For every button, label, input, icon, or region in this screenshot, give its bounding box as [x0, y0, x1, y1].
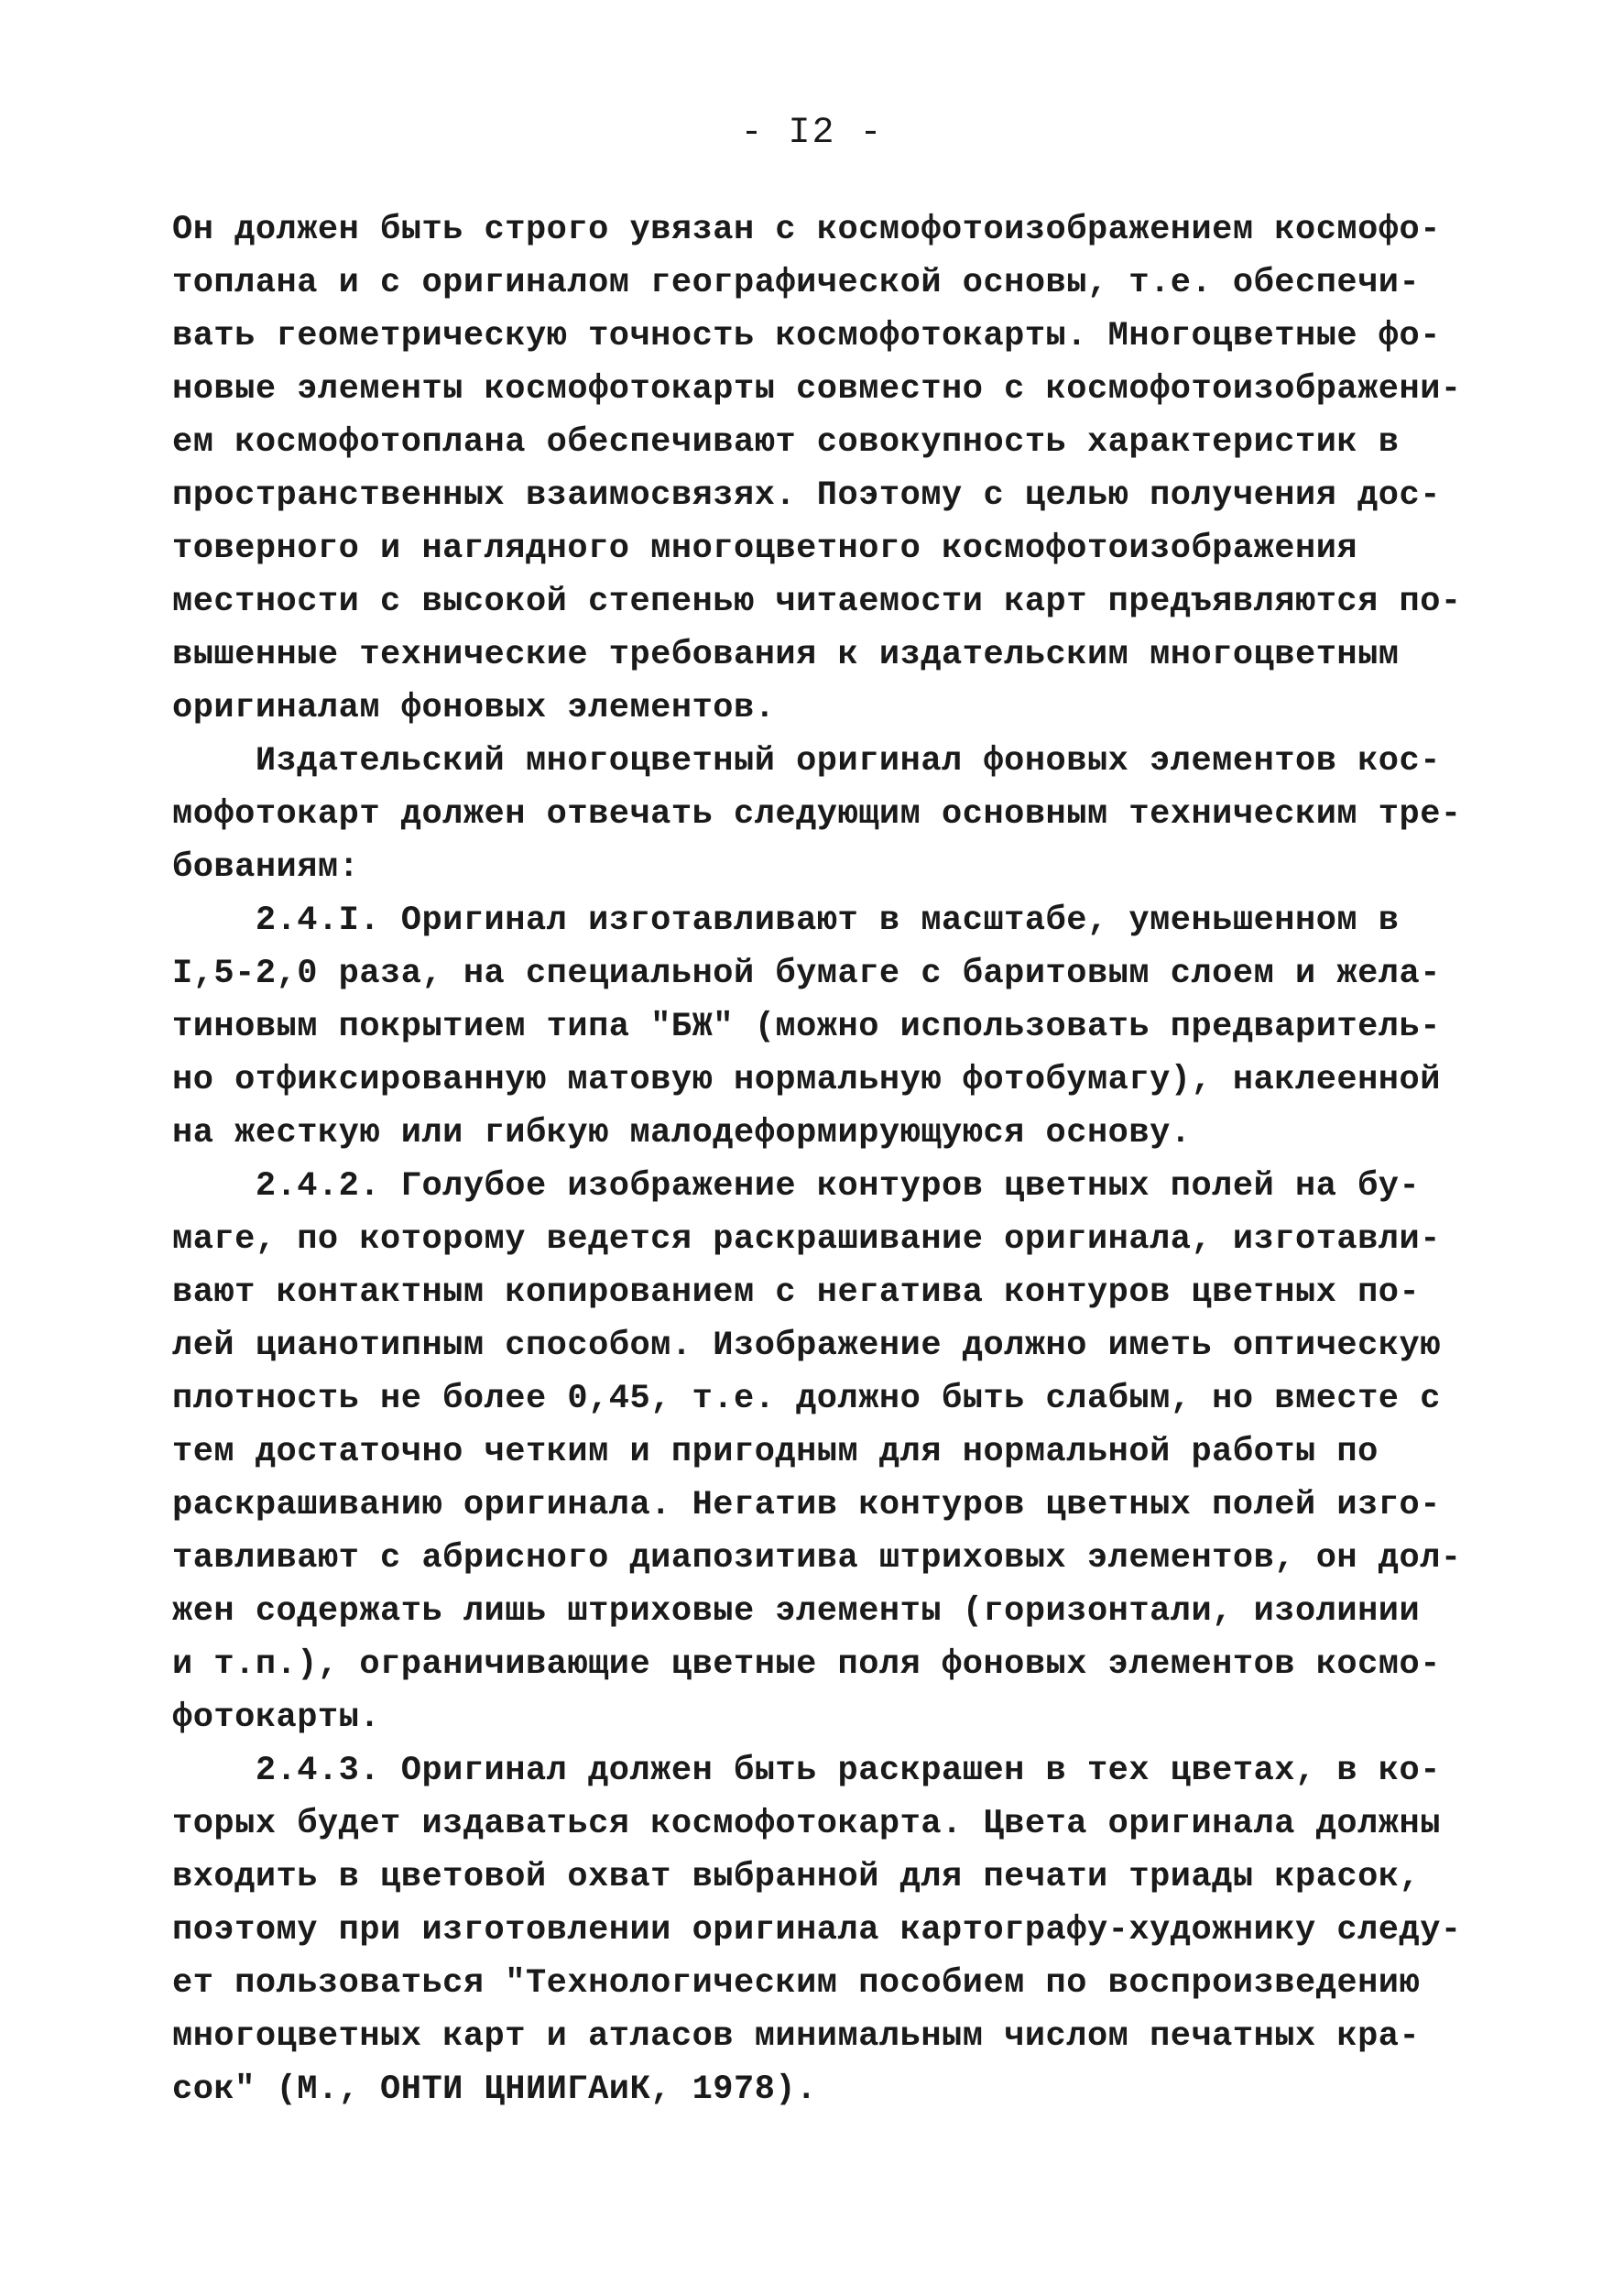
text-line: но отфиксированную матовую нормальную фотобумагу), наклеенной — [172, 1061, 1441, 1099]
text-line: многоцветных карт и атласов минимальным числом печатных кра- — [172, 2017, 1421, 2056]
text-line: оригиналам фоновых элементов. — [172, 689, 776, 727]
text-line: и т.п.), ограничивающие цветные поля фоновых элементов космо- — [172, 1645, 1441, 1684]
text-line: вают контактным копированием с негатива контуров цветных по- — [172, 1273, 1421, 1312]
text-line: тавливают с абрисного диапозитива штриховых элементов, он дол- — [172, 1539, 1462, 1578]
text-line: I,5-2,0 раза, на специальной бумаге с баритовым слоем и жела- — [172, 955, 1441, 993]
text-line: топлана и с оригиналом географической основы, т.е. обеспечи- — [172, 264, 1421, 302]
text-line: лей цианотипным способом. Изображение должно иметь оптическую — [172, 1327, 1441, 1365]
text-line: мофотокарт должен отвечать следующим основным техническим тре- — [172, 795, 1462, 834]
text-line: новые элементы космофотокарты совместно с космофотоизображени- — [172, 370, 1462, 409]
text-line: раскрашиванию оригинала. Негатив контуров цветных полей изго- — [172, 1486, 1441, 1524]
text-line: бованиям: — [172, 848, 360, 887]
text-line: сок" (М., ОНТИ ЦНИИГАиК, 1978). — [172, 2070, 817, 2109]
text-line: товерного и наглядного многоцветного космофотоизображения — [172, 530, 1358, 568]
text-line: на жесткую или гибкую малодеформирующуюся основу. — [172, 1114, 1192, 1152]
page-number: - I2 - — [740, 113, 884, 154]
text-line: тем достаточно четким и пригодным для нормальной работы по — [172, 1433, 1379, 1471]
text-line: входить в цветовой охват выбранной для печати триады красок, — [172, 1858, 1421, 1896]
paragraph — [172, 203, 1491, 2116]
text-line: маге, по которому ведется раскрашивание оригинала, изготавли- — [172, 1220, 1441, 1259]
text-line: фотокарты. — [172, 1699, 381, 1737]
text-line: 2.4.2. Голубое изображение контуров цветных полей на бу- — [172, 1167, 1421, 1206]
text-line: 2.4.3. Оригинал должен быть раскрашен в тех цветах, в ко- — [172, 1752, 1441, 1790]
text-line: местности с высокой степенью читаемости карт предъявляются по- — [172, 583, 1462, 621]
text-line: тиновым покрытием типа "БЖ" (можно использовать предваритель- — [172, 1008, 1441, 1046]
text-line: вышенные технические требования к издательским многоцветным — [172, 636, 1400, 674]
text-line: поэтому при изготовлении оригинала картографу-художнику следу- — [172, 1911, 1462, 1950]
text-line: ем космофотоплана обеспечивают совокупность характеристик в — [172, 423, 1400, 462]
text-line: пространственных взаимосвязях. Поэтому с целью получения дос- — [172, 476, 1441, 515]
text-line: вать геометрическую точность космофотокарты. Многоцветные фо- — [172, 317, 1441, 355]
text-line: жен содержать лишь штриховые элементы (горизонтали, изолинии — [172, 1592, 1421, 1631]
text-line: торых будет издаваться космофотокарта. Цвета оригинала должны — [172, 1805, 1441, 1843]
text-line: Издательский многоцветный оригинал фоновых элементов кос- — [172, 742, 1441, 781]
text-line: 2.4.I. Оригинал изготавливают в масштабе, уменьшенном в — [172, 901, 1400, 940]
text-line: ет пользоваться "Технологическим пособием по воспроизведению — [172, 1964, 1421, 2003]
text-line: плотность не более 0,45, т.е. должно быть слабым, но вместе с — [172, 1380, 1441, 1418]
text-line: Он должен быть строго увязан с космофотоизображением космофо- — [172, 211, 1441, 249]
